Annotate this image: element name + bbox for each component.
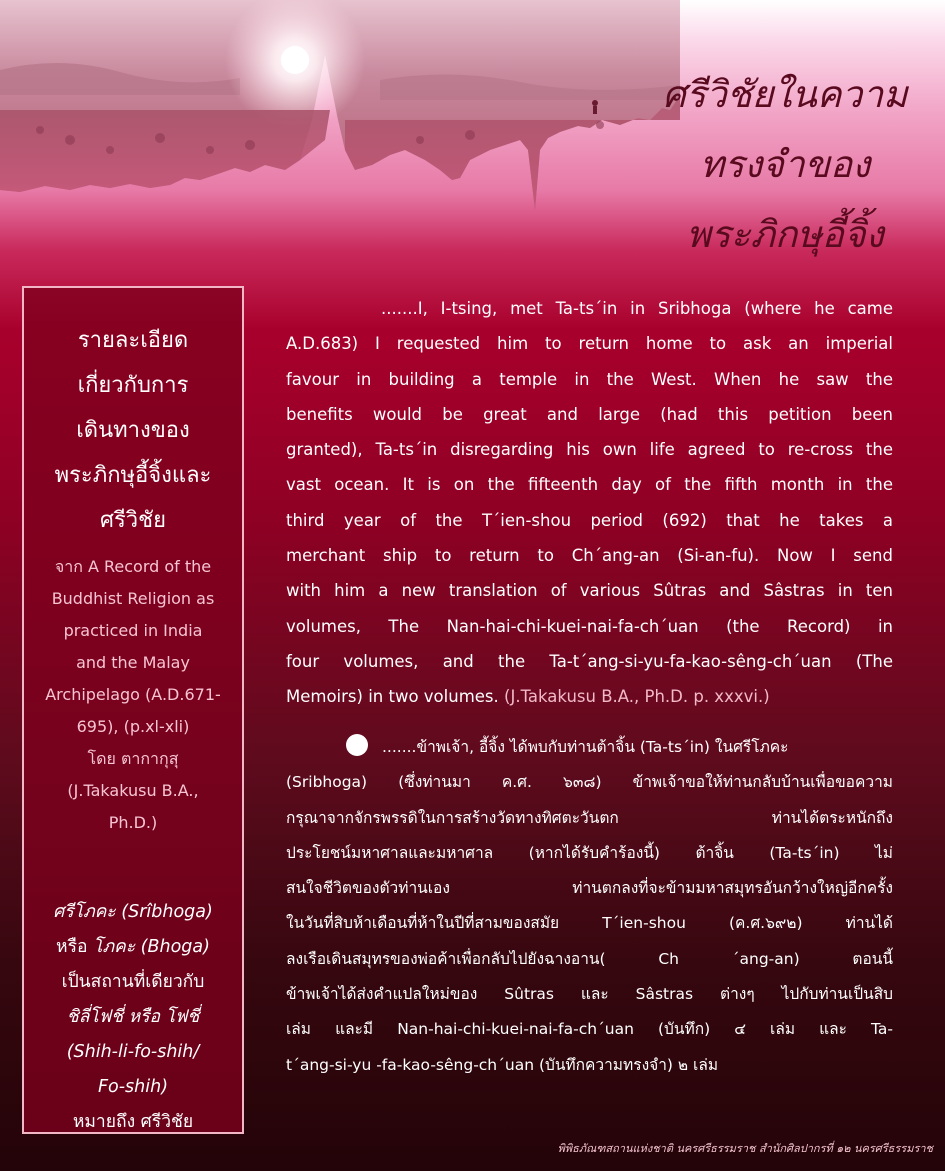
- sidebar-heading-line: ศรีวิชัย: [100, 508, 166, 533]
- english-line: A.D.683) I requested him to return home to ask an imperial: [286, 334, 893, 354]
- thai-line: ลงเรือเดินสมุทรของพ่อค้าเพื่อกลับไปยังฉางอาน( Ch ´ang-an) ตอนนี้: [286, 949, 893, 968]
- thai-line: ประโยชน์มหาศาลและมหาศาล (หากได้รับคำร้องนี้) ต้าจิ้น (Ta-ts´in) ไม่: [286, 843, 893, 862]
- english-last-text: Memoirs) in two volumes.: [286, 687, 499, 707]
- thai-line: ในวันที่สิบห้าเดือนที่ห้าในปีที่สามของสมัย T´ien-shou (ค.ศ.๖๙๒) ท่านได้: [286, 914, 893, 933]
- thai-line: เล่ม และมี Nan-hai-chi-kuei-nai-fa-ch´uan (บันทึก) ๔ เล่ม และ Ta-: [286, 1020, 893, 1039]
- title-line: พระภิกษุอี้จิ้ง: [686, 213, 884, 256]
- source-line: Archipelago (A.D.671-: [45, 685, 221, 704]
- english-line: third year of the T´ien-shou period (692) that he takes a: [286, 510, 893, 530]
- note-line: ชิลี่โฟชี่ หรือ โฟชี่: [66, 1007, 200, 1027]
- source-line: โดย ตากากุสุ: [87, 749, 179, 768]
- source-line: จาก A Record of the: [54, 557, 212, 576]
- english-line: merchant ship to return to Ch´ang-an (Si-an-fu). Now I send: [286, 546, 893, 566]
- thai-line-text: .......ข้าพเจ้า, อี้จิ้ง ได้พบกับท่านต้าจิ้น (Ta-ts´in) ในศรีโภคะ: [382, 738, 789, 756]
- note-line: [24, 930, 242, 965]
- sidebar-heading-line: พระภิกษุอี้จิ้งและ: [54, 463, 212, 488]
- english-line: with him a new translation of various Sûtras and Sâstras in ten: [286, 581, 893, 601]
- footer-credit: พิพิธภัณฑสถานแห่งชาติ นครศรีธรรมราช สำนักศิลปากรที่ ๑๒ นครศรีธรรมราช: [557, 1142, 933, 1155]
- thai-line: [286, 730, 893, 765]
- bullet-icon: [346, 734, 368, 756]
- note-fragment: โภคะ (Bhoga): [93, 937, 210, 957]
- source-line: and the Malay: [76, 653, 190, 672]
- english-line: .......I, I-tsing, met Ta-ts´in in Sribhoga (where he came: [381, 299, 893, 318]
- header-photo: [0, 0, 680, 225]
- note-line: (Shih-li-fo-shih/: [66, 1042, 200, 1062]
- sidebar-heading-line: รายละเอียด: [77, 328, 189, 353]
- thai-translation: [286, 730, 893, 1083]
- title-line: ศรีวิชัยในความ: [662, 73, 908, 116]
- source-line: Ph.D.): [108, 813, 158, 832]
- source-line: 695), (p.xl-xli): [76, 717, 190, 736]
- note-line: เป็นสถานที่เดียวกับ: [61, 972, 205, 992]
- sidebar-heading: [24, 318, 242, 543]
- title-line: ทรงจำของ: [699, 143, 871, 186]
- english-line: favour in building a temple in the West. When he saw the: [286, 369, 893, 389]
- sidebar-note: [24, 895, 242, 1140]
- sidebar-heading-line: เกี่ยวกับการ: [77, 373, 189, 398]
- page-title: [655, 60, 915, 270]
- note-line: ศรีโภคะ (Srîbhoga): [53, 902, 213, 922]
- sidebar-box: [22, 286, 244, 1134]
- english-line: four volumes, and the Ta-t´ang-si-yu-fa-kao-sêng-ch´uan (The: [286, 651, 893, 671]
- english-citation: (J.Takakusu B.A., Ph.D. p. xxxvi.): [504, 687, 770, 707]
- note-fragment: หรือ: [56, 937, 94, 957]
- english-line: vast ocean. It is on the fifteenth day of the fifth month in the: [286, 475, 893, 495]
- source-line: practiced in India: [63, 621, 203, 640]
- thai-line: ข้าพเจ้าได้ส่งคำแปลใหม่ของ Sûtras และ Sâstras ต่างๆ ไปกับท่านเป็นสิบ: [286, 985, 893, 1004]
- english-line-last: [286, 679, 893, 714]
- english-quote: [286, 291, 893, 715]
- note-line: หมายถึง ศรีวิชัย: [72, 1112, 194, 1132]
- source-line: Buddhist Religion as: [51, 589, 215, 608]
- english-line: benefits would be great and large (had this petition been: [286, 404, 893, 424]
- thai-line: (Sribhoga) (ซึ่งท่านมา ค.ศ. ๖๓๘) ข้าพเจ้าขอให้ท่านกลับบ้านเพื่อขอความ: [286, 773, 893, 792]
- sidebar-source: [24, 551, 242, 839]
- sidebar-heading-line: เดินทางของ: [76, 418, 190, 443]
- english-line: volumes, The Nan-hai-chi-kuei-nai-fa-ch´uan (the Record) in: [286, 616, 893, 636]
- source-line: (J.Takakusu B.A.,: [67, 781, 199, 800]
- thai-line: กรุณาจากจักรพรรดิในการสร้างวัดทางทิศตะวันตก ท่านได้ตระหนักถึง: [286, 808, 893, 827]
- thai-line: สนใจชีวิตของตัวท่านเอง ท่านตกลงที่จะข้ามมหาสมุทรอันกว้างใหญ่อีกครั้ง: [286, 879, 893, 898]
- thai-line: t´ang-si-yu -fa-kao-sêng-ch´uan (บันทึกความทรงจำ) ๒ เล่ม: [286, 1055, 719, 1074]
- english-line: granted), Ta-ts´in disregarding his own life agreed to re-cross the: [286, 440, 893, 460]
- note-line: Fo-shih): [97, 1077, 169, 1097]
